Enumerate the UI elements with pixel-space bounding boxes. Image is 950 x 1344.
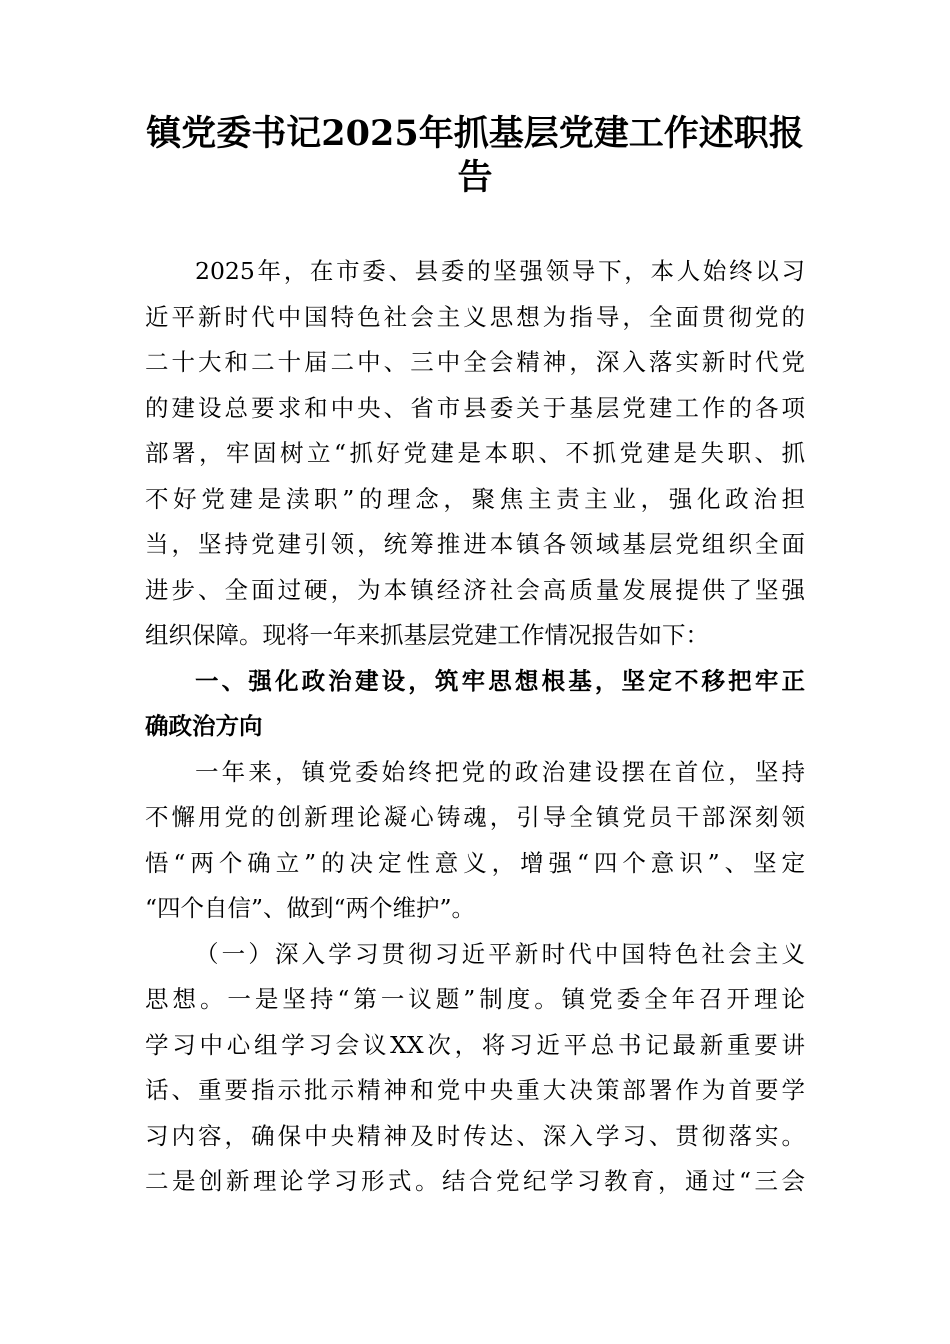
section-heading-1: 一、强化政治建设，筑牢思想根基，坚定不移把牢正: [195, 666, 805, 695]
text-line: 的建设总要求和中央、省市县委关于基层党建工作的各项: [145, 393, 805, 422]
text-line: 二是创新理论学习形式。结合党纪学习教育，通过“三会: [145, 1167, 805, 1195]
text-line: “四个自信”、做到“两个维护”。: [145, 894, 476, 922]
intro-paragraph: [145, 249, 805, 1205]
text-line: 不懈用党的创新理论凝心铸魂，引导全镇党员干部深刻领: [145, 803, 805, 831]
title-line: 镇党委书记2025年抓基层党建工作述职报: [146, 113, 804, 154]
text-line: 2025年，在市委、县委的坚强领导下，本人始终以习: [195, 257, 805, 285]
text-line: 话、重要指示批示精神和党中央重大决策部署作为首要学: [145, 1076, 805, 1104]
text-line: 一年来，镇党委始终把党的政治建设摆在首位，坚持: [195, 757, 805, 786]
text-line: 组织保障。现将一年来抓基层党建工作情况报告如下：: [145, 621, 709, 649]
text-line: 学习中心组学习会议XX次，将习近平总书记最新重要讲: [145, 1030, 805, 1059]
text-line: 二十大和二十届二中、三中全会精神，深入落实新时代党: [145, 348, 805, 376]
text-line: 习内容，确保中央精神及时传达、深入学习、贯彻落实。: [145, 1121, 805, 1150]
section-heading-1-cont: 确政治方向: [145, 712, 263, 740]
text-line: 当，坚持党建引领，统筹推进本镇各领域基层党组织全面: [145, 530, 805, 558]
text-line: 近平新时代中国特色社会主义思想为指导，全面贯彻党的: [145, 302, 805, 331]
subsection-line: （一）深入学习贯彻习近平新时代中国特色社会主义: [195, 939, 805, 968]
text-line: 部署，牢固树立“抓好党建是本职、不抓党建是失职、抓: [145, 439, 805, 467]
document-title: [100, 112, 850, 200]
text-line: 不好党建是渎职”的理念，聚焦主责主业，强化政治担: [145, 484, 805, 513]
text-line: 思想。一是坚持“第一议题”制度。镇党委全年召开理论: [145, 985, 805, 1013]
text-line: 悟“两个确立”的决定性意义，增强“四个意识”、坚定: [145, 848, 805, 877]
title-line: 告: [457, 157, 493, 198]
text-line: 进步、全面过硬，为本镇经济社会高质量发展提供了坚强: [145, 575, 805, 604]
